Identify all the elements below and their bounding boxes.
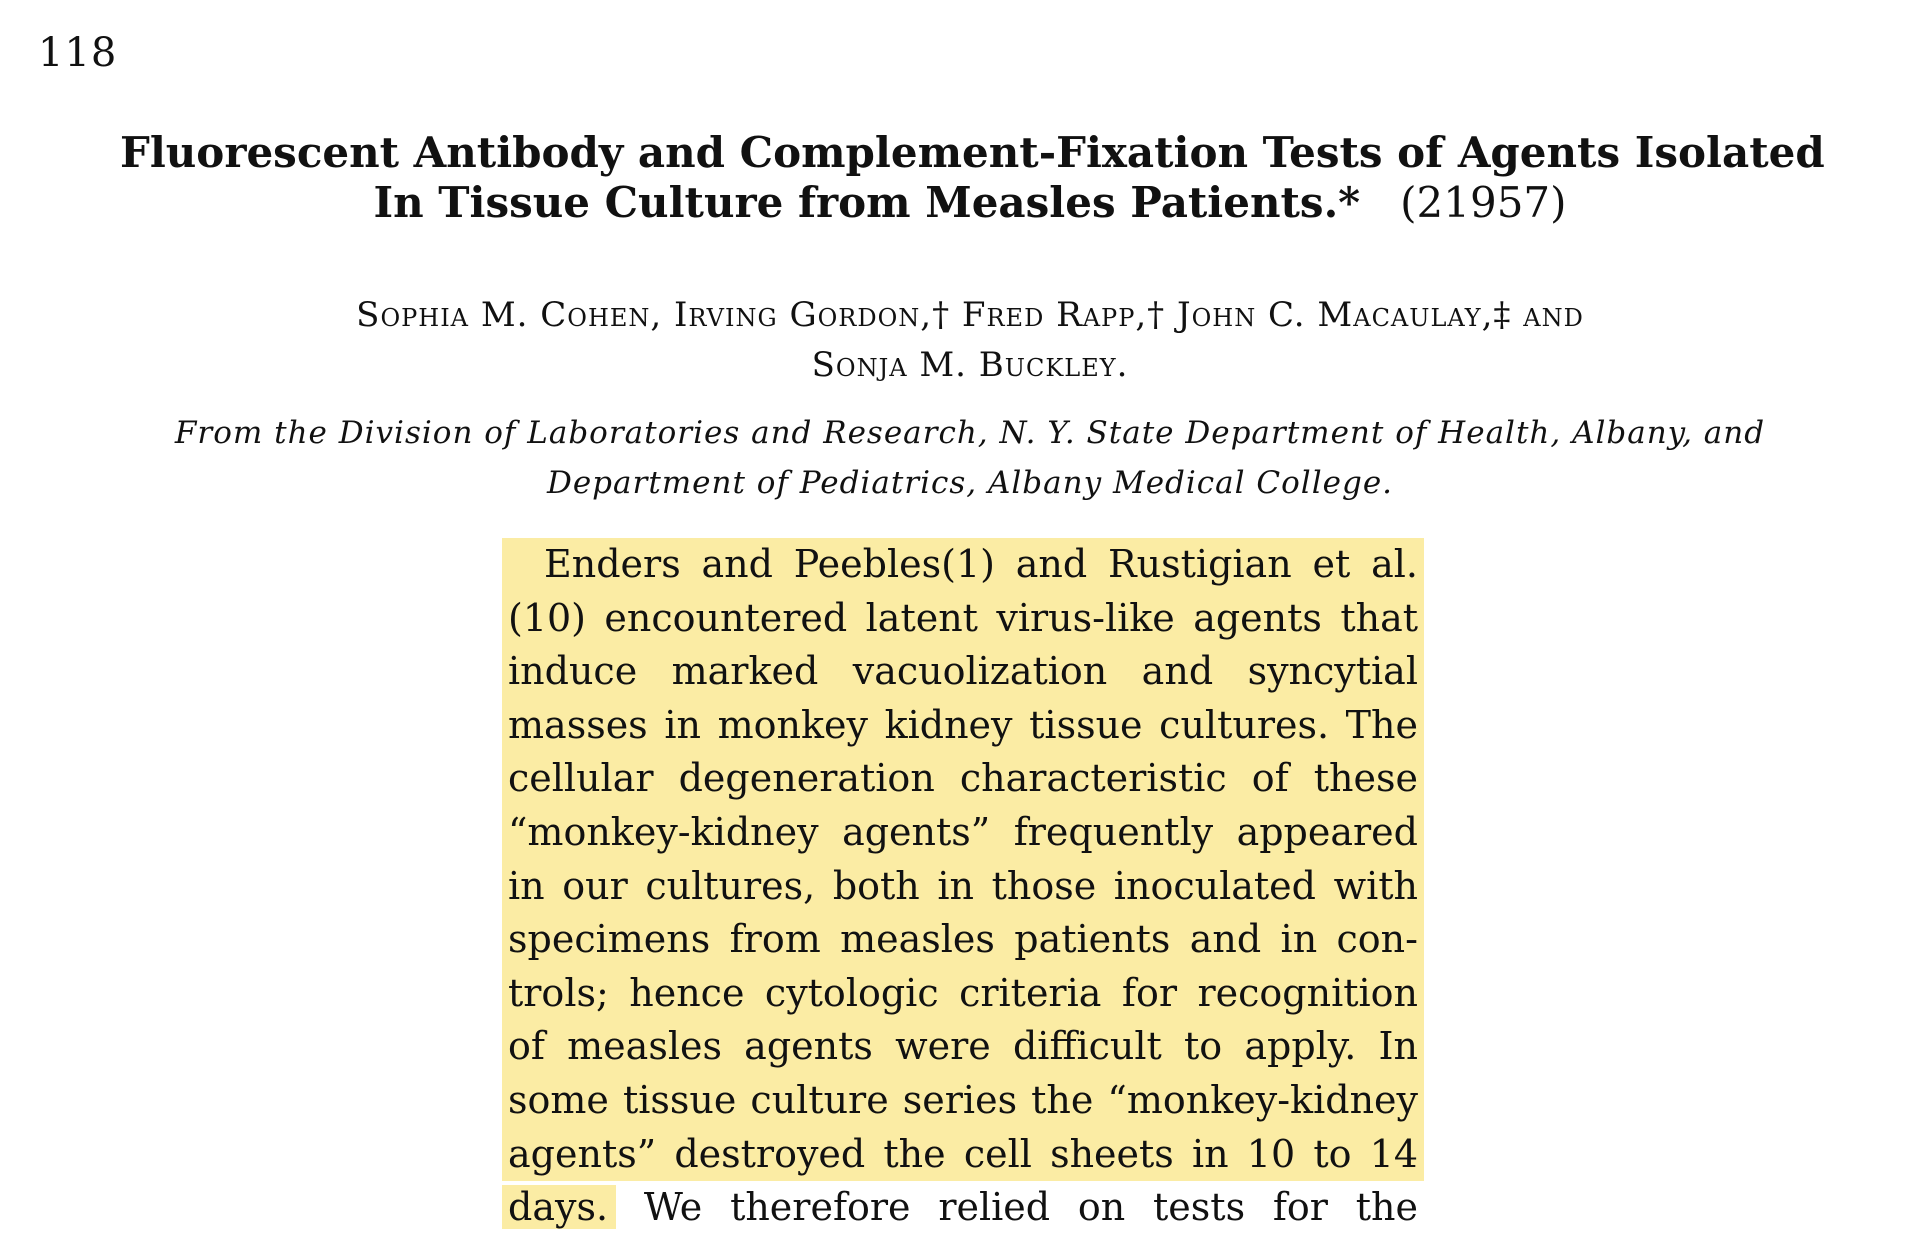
body-line-9: trols; hence cytologic criteria for recognition xyxy=(502,967,1424,1021)
body-line-13-highlighted: days. xyxy=(502,1185,616,1229)
body-line-13 xyxy=(502,1181,1424,1235)
affiliation xyxy=(120,408,1820,508)
title-line-1: Fluorescent Antibody and Complement-Fixation Tests of Agents Isolated xyxy=(120,128,1825,177)
body-line-10: of measles agents were difficult to apply. In xyxy=(502,1020,1424,1074)
author-list xyxy=(160,290,1780,390)
page-number: 118 xyxy=(38,30,118,76)
body-paragraph-highlighted xyxy=(508,538,1418,1235)
body-line-11: some tissue culture series the “monkey-kidney xyxy=(502,1074,1424,1128)
title-line-2-text: In Tissue Culture from Measles Patients.* xyxy=(373,178,1361,227)
affiliation-line-1: From the Division of Laboratories and Research, N. Y. State Department of Health, Albany, and xyxy=(174,415,1766,451)
body-line-6: “monkey-kidney agents” frequently appeared xyxy=(502,806,1424,860)
article-title xyxy=(120,128,1825,228)
body-line-5: cellular degeneration characteristic of these xyxy=(502,752,1424,806)
article-number: (21957) xyxy=(1400,178,1567,227)
body-line-2: (10) encountered latent virus-like agents that xyxy=(502,592,1424,646)
body-line-4: masses in monkey kidney tissue cultures. The xyxy=(502,699,1424,753)
body-line-13-rest: We therefore relied on tests for the xyxy=(643,1185,1418,1230)
authors-line-2: Sonja M. Buckley. xyxy=(811,345,1129,385)
authors-line-1: Sophia M. Cohen, Irving Gordon,† Fred Rapp,† John C. Macaulay,‡ and xyxy=(356,295,1584,335)
affiliation-line-2: Department of Pediatrics, Albany Medical College. xyxy=(546,465,1394,501)
body-line-12: agents” destroyed the cell sheets in 10 to 14 xyxy=(502,1128,1424,1182)
title-line-2 xyxy=(120,178,1820,228)
body-line-7: in our cultures, both in those inoculated with xyxy=(502,860,1424,914)
body-line-1: Enders and Peebles(1) and Rustigian et al. xyxy=(502,538,1424,592)
body-line-3: induce marked vacuolization and syncytial xyxy=(502,645,1424,699)
body-line-8: specimens from measles patients and in con- xyxy=(502,913,1424,967)
